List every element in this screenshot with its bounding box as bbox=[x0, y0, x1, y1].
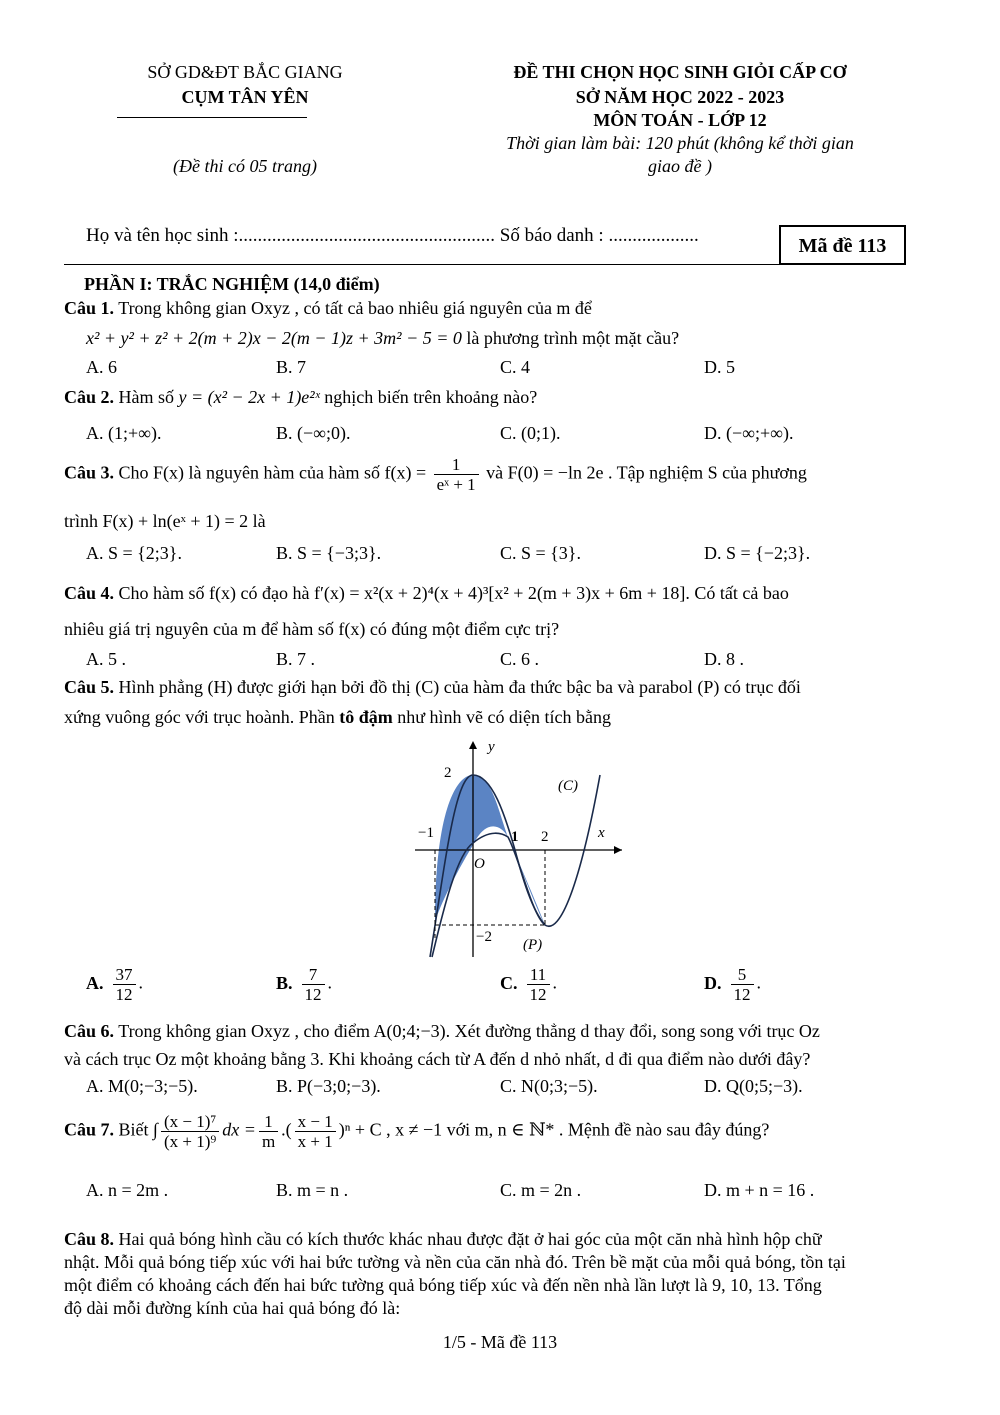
q1-equation-line bbox=[86, 327, 679, 349]
question-5 bbox=[64, 676, 801, 698]
q1-option-a[interactable]: A. 6 bbox=[86, 357, 117, 377]
q7-frac-1 bbox=[161, 1112, 219, 1151]
q4-option-d[interactable]: D. 8 . bbox=[704, 649, 744, 669]
q3-text-a: Cho F(x) là nguyên hàm của hàm số f(x) = bbox=[118, 462, 427, 483]
q4-text-b: nhiêu giá trị nguyên của m để hàm số f(x) có đúng một điểm cực trị? bbox=[64, 619, 560, 639]
q5-c-letter: C. bbox=[500, 972, 518, 993]
q5-d-den: 12 bbox=[733, 985, 751, 1004]
q5-option-d[interactable]: D. $\frac{5}{12}$ . bbox=[704, 965, 761, 1004]
y-axis-arrow bbox=[469, 741, 477, 749]
label-c: (C) bbox=[558, 778, 578, 794]
q7-label: Câu 7. bbox=[64, 1119, 115, 1140]
q2-equation: y = (x² − 2x + 1)e²ˣ bbox=[178, 387, 320, 407]
q7-text-a: Biết ∫ bbox=[118, 1119, 158, 1140]
q8-line1: Hai quả bóng hình cầu có kích thước khác nhau được đặt ở hai góc của một căn nhà hình hộp chữ bbox=[118, 1229, 822, 1249]
q5-b-letter: B. bbox=[276, 972, 293, 993]
q5-text-b bbox=[64, 706, 611, 728]
q7-f1-den: (x + 1)⁹ bbox=[163, 1132, 217, 1151]
q1-option-d[interactable]: D. 5 bbox=[704, 357, 735, 377]
q5-b-den: 12 bbox=[304, 985, 322, 1004]
q7-option-b[interactable]: B. m = n . bbox=[276, 1180, 349, 1200]
q7-f3-num: x − 1 bbox=[295, 1112, 336, 1132]
page-count-note: (Đề thi có 05 trang) bbox=[173, 156, 317, 176]
q5-option-a[interactable]: A. $\frac{37}{12}$ . bbox=[86, 965, 143, 1004]
section-title: PHẦN I: TRẮC NGHIỆM (14,0 điểm) bbox=[84, 274, 380, 294]
q1-option-b[interactable]: B. 7 bbox=[276, 357, 307, 377]
q5-text-a: Hình phẳng (H) được giới hạn bởi đồ thị (C) của hàm đa thức bậc ba và parabol (P) có trục đối bbox=[118, 677, 801, 697]
label-neg2: −2 bbox=[476, 929, 492, 945]
exam-title-line1: ĐỀ THI CHỌN HỌC SINH GIỎI CẤP CƠ bbox=[513, 62, 847, 82]
q7-f2-num: 1 bbox=[259, 1112, 278, 1132]
question-4 bbox=[64, 582, 789, 604]
q5-c-num: 11 bbox=[527, 965, 550, 985]
question-8 bbox=[64, 1228, 822, 1250]
q6-label: Câu 6. bbox=[64, 1021, 115, 1041]
q5-text-bold: tô đậm bbox=[339, 707, 393, 727]
q3-option-d[interactable]: D. S = {−2;3}. bbox=[704, 543, 811, 563]
q1-tail: là phương trình một mặt cầu? bbox=[466, 328, 680, 348]
q5-graph-figure bbox=[410, 735, 630, 960]
q3-option-c[interactable]: C. S = {3}. bbox=[500, 543, 581, 563]
q7-f3-den: x + 1 bbox=[297, 1132, 333, 1151]
q5-option-b[interactable]: B. $\frac{7}{12}$ . bbox=[276, 965, 333, 1004]
q7-option-d[interactable]: D. m + n = 16 . bbox=[704, 1180, 815, 1200]
label-x: x bbox=[598, 825, 605, 841]
time-line1: Thời gian làm bài: 120 phút (không kể thời gian bbox=[506, 133, 854, 153]
q8-line4: độ dài mỗi đường kính của hai quả bóng đó là: bbox=[64, 1298, 401, 1318]
q7-f2-den: m bbox=[261, 1132, 276, 1151]
question-1 bbox=[64, 297, 592, 319]
q7-text-c: .( bbox=[281, 1119, 292, 1140]
q5-d-num: 5 bbox=[731, 965, 754, 985]
header-divider bbox=[117, 117, 307, 118]
q7-frac-3 bbox=[295, 1112, 336, 1151]
q5-label: Câu 5. bbox=[64, 677, 115, 697]
q3-frac-num: 1 bbox=[434, 455, 479, 475]
q5-d-letter: D. bbox=[704, 972, 722, 993]
q7-option-a[interactable]: A. n = 2m . bbox=[86, 1180, 169, 1200]
q3-fraction bbox=[434, 455, 479, 494]
label-p: (P) bbox=[523, 937, 543, 953]
q2-label: Câu 2. bbox=[64, 387, 115, 407]
q1-option-c[interactable]: C. 4 bbox=[500, 357, 531, 377]
q2-option-a[interactable]: A. (1;+∞). bbox=[86, 423, 162, 443]
q7-text-d: )ⁿ + C , x ≠ −1 với m, n ∈ ℕ* . Mệnh đề nào sau đây đúng? bbox=[338, 1119, 770, 1140]
q6-option-b[interactable]: B. P(−3;0;−3). bbox=[276, 1076, 381, 1096]
q1-label: Câu 1. bbox=[64, 298, 115, 318]
label-1: 1 bbox=[511, 829, 519, 845]
q3-text-c: trình F(x) + ln(eˣ + 1) = 2 là bbox=[64, 511, 266, 531]
q8-line2: nhật. Mỗi quả bóng tiếp xúc với hai bức tường và nền của căn nhà đó. Trên bề mặt của mỗi quả bóng, tồn tại bbox=[64, 1252, 846, 1272]
label-2-top: 2 bbox=[444, 765, 452, 781]
q2-option-d[interactable]: D. (−∞;+∞). bbox=[704, 423, 794, 443]
q2-option-b[interactable]: B. (−∞;0). bbox=[276, 423, 351, 443]
q6-option-c[interactable]: C. N(0;3;−5). bbox=[500, 1076, 598, 1096]
exam-title-line2: SỞ NĂM HỌC 2022 - 2023 bbox=[575, 87, 785, 107]
q7-frac-2 bbox=[259, 1112, 278, 1151]
q2-text-b: nghịch biến trên khoảng nào? bbox=[324, 387, 538, 407]
student-info-line: Họ và tên học sinh :...................................................... Số báo danh : ................... bbox=[86, 225, 699, 246]
q5-a-num: 37 bbox=[113, 965, 136, 985]
q3-option-b[interactable]: B. S = {−3;3}. bbox=[276, 543, 382, 563]
time-line2: giao đề ) bbox=[648, 156, 712, 176]
q8-label: Câu 8. bbox=[64, 1229, 115, 1249]
q1-text: Trong không gian Oxyz , có tất cả bao nhiêu giá nguyên của m để bbox=[118, 298, 592, 318]
page-footer: 1/5 - Mã đề 113 bbox=[442, 1332, 558, 1352]
q2-text-a: Hàm số bbox=[118, 387, 175, 407]
q5-c-den: 12 bbox=[529, 985, 547, 1004]
question-3 bbox=[64, 455, 807, 494]
student-divider bbox=[64, 264, 898, 265]
label-o: O bbox=[474, 856, 485, 872]
q2-option-c[interactable]: C. (0;1). bbox=[500, 423, 561, 443]
q4-label: Câu 4. bbox=[64, 583, 115, 603]
q4-text-a: Cho hàm số f(x) có đạo hà f′(x) = x²(x + 2)⁴(x + 4)³[x² + 2(m + 3)x + 6m + 18]. Có tất cả bao bbox=[118, 583, 789, 603]
q5-a-den: 12 bbox=[115, 985, 133, 1004]
question-6 bbox=[64, 1020, 820, 1042]
q5-option-c[interactable]: C. $\frac{11}{12}$ . bbox=[500, 965, 557, 1004]
exam-code-box: Mã đề 113 bbox=[779, 225, 906, 265]
q3-frac-den: eˣ + 1 bbox=[436, 475, 476, 494]
q1-equation: x² + y² + z² + 2(m + 2)x − 2(m − 1)z + 3m² − 5 = 0 bbox=[86, 328, 462, 348]
question-7 bbox=[64, 1112, 769, 1151]
q5-text-b1: xứng vuông góc với trục hoành. Phần bbox=[64, 707, 335, 727]
q3-option-a[interactable]: A. S = {2;3}. bbox=[86, 543, 182, 563]
q3-text-b: và F(0) = −ln 2e . Tập nghiệm S của phương bbox=[486, 462, 807, 483]
subject-line: MÔN TOÁN - LỚP 12 bbox=[593, 110, 767, 130]
q5-text-b2: như hình vẽ có diện tích bằng bbox=[397, 707, 611, 727]
label-2: 2 bbox=[541, 829, 549, 845]
q7-f1-num: (x − 1)⁷ bbox=[161, 1112, 219, 1132]
q6-option-a[interactable]: A. M(0;−3;−5). bbox=[86, 1076, 198, 1096]
q5-b-num: 7 bbox=[302, 965, 325, 985]
q6-option-d[interactable]: D. Q(0;5;−3). bbox=[704, 1076, 803, 1096]
q3-label: Câu 3. bbox=[64, 462, 115, 483]
q4-option-a[interactable]: A. 5 . bbox=[86, 649, 126, 669]
question-2 bbox=[64, 386, 537, 408]
label-neg1: −1 bbox=[418, 825, 434, 841]
dept-name: SỞ GD&ĐT BẮC GIANG bbox=[147, 62, 343, 82]
q7-option-c[interactable]: C. m = 2n . bbox=[500, 1180, 582, 1200]
label-y: y bbox=[488, 739, 495, 755]
q6-text-b: và cách trục Oz một khoảng bằng 3. Khi khoảng cách từ A đến d nhỏ nhất, d đi qua điểm nào dưới đây? bbox=[64, 1049, 811, 1069]
q5-a-letter: A. bbox=[86, 972, 104, 993]
x-axis-arrow bbox=[614, 846, 622, 854]
q7-text-b: dx = bbox=[222, 1119, 256, 1140]
q4-option-b[interactable]: B. 7 . bbox=[276, 649, 316, 669]
q6-text-a: Trong không gian Oxyz , cho điểm A(0;4;−3). Xét đường thẳng d thay đổi, song song với trục Oz bbox=[118, 1021, 820, 1041]
q4-option-c[interactable]: C. 6 . bbox=[500, 649, 540, 669]
cluster-name: CỤM TÂN YÊN bbox=[181, 87, 309, 107]
q8-line3: một điểm có khoảng cách đến hai bức tường quả bóng tiếp xúc và đến nền nhà lần lượt là 9, 10, 13. Tổng bbox=[64, 1275, 822, 1295]
